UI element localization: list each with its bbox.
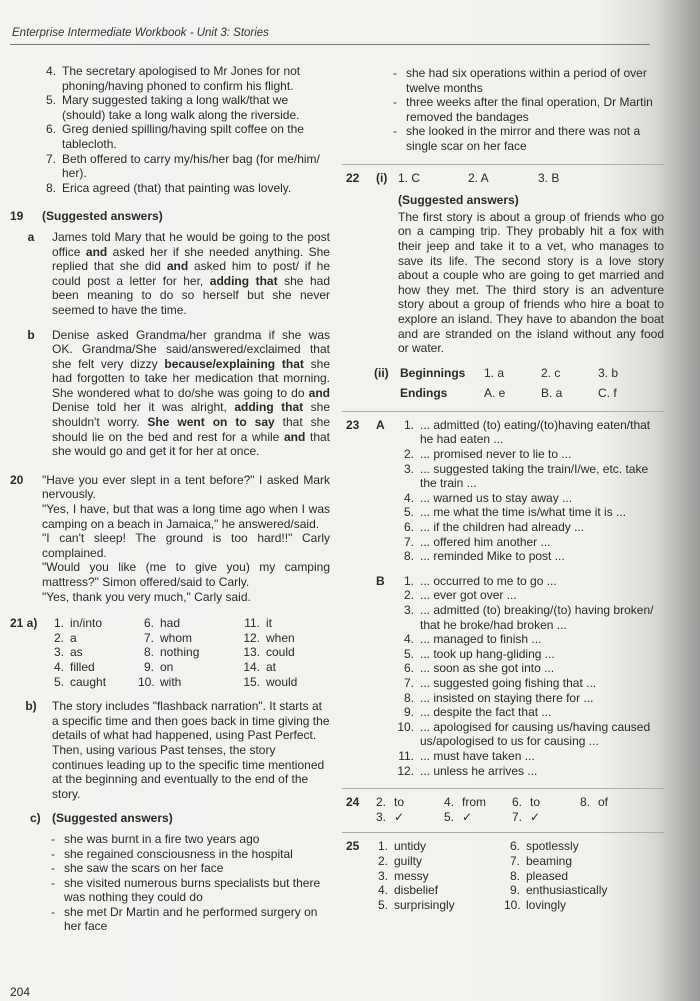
item-text: ... offered him another ... [420,534,551,549]
item-number: 11. [398,748,414,763]
item-number: 7. [45,151,56,166]
item-number: 2. [403,447,414,462]
q19-b-text: Denise asked Grandma/her grandma if she was OK. Grandma/She said/answered/exclaimed that she felt very dizzy because/explaining that she had forgotten to take her medication that morning. She wondered what to do/she was going to do and Denise told her it was alright, adding that she shouldn't worry. She went on to say that she should lie on the bed and rest for a while and that she would go and get it for her at once. [52,327,331,459]
q21c-head-text: (Suggested answers) [52,811,173,826]
list-item [42,905,330,934]
answer-word: enthusiastically [526,883,608,898]
answer-word: of [598,795,609,810]
list-item [346,124,664,153]
q19-a-label: a [27,229,35,244]
bullet-dash: - [51,875,55,890]
item-text: ... admitted (to) eating/(to)having eaten/that he had eaten ... [420,417,651,447]
answer-number: 8. [509,868,520,883]
item-text: Mary suggested taking a long walk/that we (should) take a long walk along the riverside. [62,93,300,122]
list-item [394,491,664,506]
answer-word: at [266,659,277,674]
q20-number: 20 [10,472,24,487]
list-item-text: she saw the scars on her face [64,861,224,876]
item-number: 4. [403,490,414,505]
answer-number: 6. [143,616,154,631]
answer: 3. B [538,170,560,185]
list-item [394,764,664,779]
item-number: 7. [403,534,414,549]
answer-word: lovingly [526,897,567,912]
item-number: 6. [403,520,414,535]
item-text: Beth offered to carry my/his/her bag (for me/him/ her). [62,151,320,181]
check-icon: ✓ [394,809,405,824]
q25-answers [376,839,646,912]
answer-number: 7. [143,630,154,645]
answer: 2. A [468,170,489,185]
list-item [394,588,664,603]
dialogue-line: "Yes, I have, but that was a long time ago when I was camping on a beach in Jamaica," he answered/said. [42,502,330,531]
dialogue-line: "I can't sleep! The ground is too hard!!" Carly complained. [42,531,330,560]
answer-number: 15. [243,674,260,689]
answer-number: 3. [377,868,388,883]
list-item [394,535,664,550]
q18-item [10,181,330,196]
q18-item [10,122,330,151]
q23-number: 23 [346,417,360,432]
q24 [346,795,664,824]
answer-row [376,839,646,854]
answer: C. f [598,386,617,401]
item-number: 8. [403,549,414,564]
q20 [10,473,330,604]
q21c-heading [10,811,330,826]
q23-a [346,418,664,564]
item-text: ... promised never to lie to ... [420,447,572,462]
item-number: 8. [403,690,414,705]
answer-number: 5. [377,897,388,912]
q24-number: 24 [346,795,360,810]
q22-text: The first story is about a group of friends who go on a camping trip. They probably hit a fox with their jeep and take it to a vet, who manages to save its life. The second story is a love story about a couple who are going to get married and how they met. The third story is an adventure story about a group of friends who hire a boat to explore an island. They have to abandon the boat and are stranded on the island without any food or water. [398,209,664,356]
q21-number: 21 a) [10,616,38,631]
item-text: Erica agreed (that) that painting was lovely. [62,180,292,195]
q18-item [10,93,330,122]
item-number: 5. [45,93,56,108]
answer-number: 2. [53,630,64,645]
q19-heading [10,209,330,224]
answer-word: to [530,795,541,810]
check-icon: ✓ [462,809,473,824]
list-item-text: she looked in the mirror and there was not a single scar on her face [406,124,641,153]
item-number: 6. [45,122,56,137]
answer-number: 7. [512,809,523,824]
q18-item [10,152,330,181]
list-item [394,505,664,520]
q25 [346,839,664,912]
item-number: 12. [397,763,414,778]
item-text: ... if the children had already ... [420,520,585,535]
q22-ii-label: (ii) [374,365,389,380]
q21c-label: c) [30,811,41,826]
bullet-dash: - [393,95,397,110]
page-number: 204 [10,985,31,999]
bullet-dash: - [51,861,55,876]
q19-head-text: (Suggested answers) [42,209,163,224]
answer-row [376,795,648,810]
item-text: ... reminded Mike to post ... [420,549,565,564]
answer: B. a [541,386,563,401]
item-number: 5. [403,505,414,520]
answer-word: could [266,645,295,660]
item-number: 1. [403,417,414,432]
answer: 3. b [598,365,619,380]
q21c-list [10,832,330,934]
q18-answers [10,64,330,195]
dialogue-line: "Yes, thank you very much," Carly said. [42,589,251,604]
item-number: 3. [403,461,414,476]
answer-row [376,898,646,913]
left-column [10,64,330,934]
answer-word: as [70,645,83,660]
answer-number: 4. [53,659,64,674]
answer-word: would [266,674,298,689]
q22-head: (Suggested answers) [398,193,519,208]
answer-row [376,810,648,825]
q23-b [346,574,664,778]
bullet-dash: - [393,66,397,80]
answer-word: when [266,630,295,645]
answer-word: pleased [526,868,569,883]
answer-number: 9. [509,883,520,898]
list-item [394,661,664,676]
item-text: ... insisted on staying there for ... [420,690,594,705]
list-item [42,876,330,905]
item-text: ... must have taken ... [420,748,535,763]
q22-number: 22 [346,170,360,185]
item-number: 4. [45,64,56,78]
answer-word: whom [160,630,193,645]
answer-number: 10. [138,674,155,689]
item-text: ... apologised for causing us/having caused us/apologised to us for causing ... [420,719,651,749]
answer-word: from [462,795,486,810]
list-item [394,749,664,764]
item-number: 4. [403,632,414,647]
dialogue-line: "Have you ever slept in a tent before?" I asked Mark nervously. [42,472,330,502]
divider [342,788,664,789]
bullet-dash: - [51,831,55,846]
endings-answers [484,386,655,401]
answer-word: messy [394,868,429,883]
answer-word: surprisingly [394,897,455,912]
item-text: Greg denied spilling/having spilt coffee on the tablecloth. [62,122,304,151]
q22-ii-beginnings [346,366,664,381]
beginnings-answers [484,366,655,381]
q21a-grid [48,616,326,689]
answer-word: guilty [394,853,423,868]
q22-i [346,171,664,186]
list-item [42,832,330,847]
q21c-continued [346,66,664,154]
item-number: 5. [403,646,414,661]
q23-a-list [394,418,664,564]
item-number: 3. [403,603,414,617]
answer-number: 12. [243,630,260,645]
answer-word: to [394,795,405,810]
bullet-dash: - [393,124,397,139]
answer-word: on [160,659,174,674]
item-text: ... admitted (to) breaking/(to) having broken/ that he broke/had broken ... [420,603,654,632]
item-text: ... unless he arrives ... [420,763,538,778]
item-text: ... soon as she got into ... [420,661,555,676]
answer-number: 4. [377,883,388,898]
answer: A. e [484,386,506,401]
list-item [42,861,330,876]
q19-b [10,328,330,459]
grid-row [48,645,326,660]
list-item [394,603,664,632]
bullet-dash: - [51,904,55,919]
answer-number: 1. [53,616,64,631]
answer-number: 6. [509,839,520,854]
list-item [394,447,664,462]
q23-b-label: B [376,573,385,588]
answer-number: 10. [504,897,521,912]
item-text: ... warned us to stay away ... [420,490,573,505]
item-number: 1. [403,573,414,588]
answer-number: 2. [377,853,388,868]
answer-word: filled [70,659,95,674]
q21b [10,699,330,801]
answer-word: beaming [526,853,573,868]
q23-a-label: A [376,417,385,432]
item-text: ... despite the fact that ... [420,705,552,720]
answer-word: nothing [160,645,200,660]
list-item-text: three weeks after the final operation, Dr Martin removed the bandages [406,95,653,124]
answer-word: in/into [70,616,103,631]
answer-number: 1. [377,839,388,854]
grid-row [48,616,326,631]
list-item [346,66,664,95]
answer-word: untidy [394,839,427,854]
q18-item [10,64,330,93]
right-column [346,66,664,912]
item-number: 10. [397,719,414,734]
q19-b-label: b [27,327,35,342]
divider [342,411,664,412]
item-number: 2. [403,588,414,603]
check-icon: ✓ [530,809,541,824]
answer-number: 4. [444,795,455,810]
item-text: ... occurred to me to go ... [420,573,557,588]
list-item-text: she regained consciousness in the hospital [64,846,293,861]
endings-label: Endings [400,386,448,401]
item-text: ... managed to finish ... [420,632,542,647]
list-item [394,676,664,691]
item-number: 7. [403,675,414,690]
q22-ii-endings [346,386,664,401]
list-item-text: she had six operations within a period of over twelve months [406,66,647,95]
q22-i-answers [398,171,608,186]
beginnings-label: Beginnings [400,365,466,380]
answer-row [376,883,646,898]
item-text: The secretary apologised to Mr Jones for not phoning/having phoned to confirm his flight. [62,64,301,93]
list-item-text: she was burnt in a fire two years ago [64,831,260,846]
answer-number: 3. [53,645,64,660]
bullet-dash: - [51,846,55,861]
item-text: ... suggested taking the train/I/we, etc. take the train ... [420,461,649,491]
list-item [394,574,664,589]
list-item [394,632,664,647]
item-number: 8. [45,180,56,195]
list-item [394,462,664,491]
list-item [394,705,664,720]
list-item [394,720,664,749]
q21b-label: b) [25,699,37,714]
dialogue-line: "Would you like (me to give you) my camping mattress?" Simon offered/said to Carly. [42,560,330,589]
item-text: ... took up hang-gliding ... [420,646,555,661]
q21b-text: The story includes "flashback narration". It starts at a specific time and then goes back in time giving the details of what had happened, using Past Perfect. Then, using various Past tenses, the story continues leading up to the specific time mentioned at the beginning and eventually to the end of the story. [52,699,330,801]
list-item [394,549,664,564]
answer: 1. C [398,170,421,185]
answer-number: 8. [580,795,591,810]
answer-row [376,854,646,869]
list-item [394,691,664,706]
q23-b-list [394,574,664,778]
answer-number: 7. [509,853,520,868]
answer-number: 2. [376,795,387,810]
list-item [346,95,664,124]
divider [342,164,664,165]
answer-word: spotlessly [526,839,579,854]
answer: 1. a [484,365,505,380]
grid-row [48,631,326,646]
list-item-text: she visited numerous burns specialists but there was nothing they could do [64,875,321,905]
answer-number: 5. [53,674,64,689]
q19-a [10,230,330,318]
q25-number: 25 [346,839,360,854]
answer-word: with [160,674,182,689]
list-item [42,847,330,862]
q22-i-label: (i) [376,170,388,185]
list-item [394,418,664,447]
answer-number: 14. [243,659,260,674]
answer-number: 6. [512,795,523,810]
answer-word: it [266,616,272,631]
item-number: 6. [403,661,414,676]
answer-number: 13. [243,645,260,660]
answer: 2. c [541,365,561,380]
q21a [10,616,330,689]
q19-a-text: James told Mary that he would be going to the post office and asked her if she needed anything. She replied that she did and asked him to post/ if he could post a letter for her, adding that she had been meaning to do so herself but she never seemed to have the time. [52,229,330,317]
q20-dialogue [42,473,330,604]
grid-row [48,660,326,675]
item-text: ... ever got over ... [420,588,517,603]
list-item [394,520,664,535]
answer-word: caught [70,674,107,689]
answer-word: a [70,630,77,645]
answer-number: 8. [143,645,154,660]
answer-row [376,869,646,884]
answer-word: disbelief [394,883,439,898]
q19-number: 19 [10,209,24,224]
answer-number: 5. [444,809,455,824]
q24-answers [376,795,648,824]
list-item [394,647,664,662]
answer-number: 9. [143,659,154,674]
grid-row [48,675,326,690]
item-text: ... suggested going fishing that ... [420,675,597,690]
answer-word: had [160,616,181,631]
answer-number: 3. [376,809,387,824]
page-header: Enterprise Intermediate Workbook - Unit 3: Stories [12,27,269,39]
item-text: ... me what the time is/what time it is ... [420,505,627,520]
item-number: 9. [403,705,414,720]
header-rule [10,44,650,45]
divider [342,832,664,833]
list-item-text: she met Dr Martin and he performed surgery on her face [64,904,318,934]
answer-number: 11. [244,616,260,631]
